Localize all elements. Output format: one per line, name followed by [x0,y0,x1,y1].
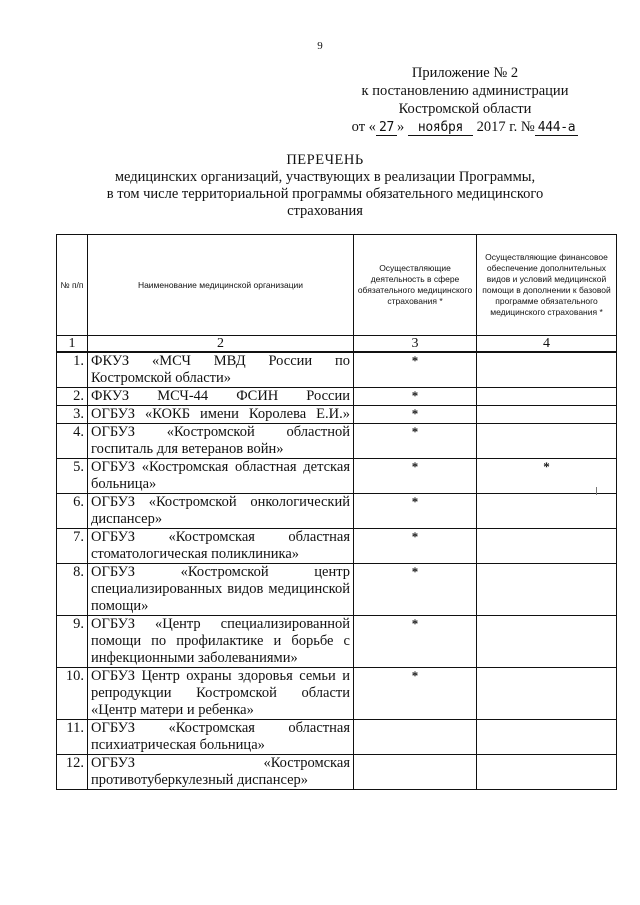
oms-marker-text: * [411,353,419,368]
organization-name-text: ОГБУЗ «Костромской онкологический диспансер» [91,494,350,527]
organization-name-text: ОГБУЗ Центр охраны здоровья семьи и репродукции Костромской области «Центр матери и ребенка» [91,668,350,718]
oms-marker [354,720,477,755]
table-row [57,529,617,564]
organization-name [88,755,354,790]
oms-marker [354,755,477,790]
oms-marker-text: * [411,494,419,509]
oms-marker-text: * [411,424,419,439]
organization-name [88,616,354,668]
row-number-text: 4. [73,424,84,440]
row-number [57,668,88,720]
organization-name [88,564,354,616]
organization-name-text: ОГБУЗ «Костромской областной госпиталь для ветеранов войн» [91,424,350,457]
organization-name [88,720,354,755]
organization-name [88,388,354,406]
column-number: 2 [88,336,354,353]
table-row [57,755,617,790]
extra-marker [477,616,617,668]
organization-name-text: ФКУЗ МСЧ-44 ФСИН России [91,388,350,404]
oms-marker [354,494,477,529]
extra-marker [477,668,617,720]
oms-marker [354,616,477,668]
oms-marker-text: * [411,668,419,683]
header-num: № п/п [57,235,88,336]
decree-number: 444-а [535,120,579,136]
oms-marker [354,388,477,406]
oms-marker-text: * [411,388,419,403]
oms-marker-text: * [411,564,419,579]
date-mid: » [397,119,405,135]
organization-name-text: ОГБУЗ «Костромская областная детская больница» [91,459,350,492]
extra-marker [477,352,617,388]
table-header-row [57,235,617,336]
extra-marker [477,564,617,616]
title-line-1: медицинских организаций, участвующих в реализации Программы, [114,169,536,185]
row-number [57,352,88,388]
table-row [57,564,617,616]
extra-marker [477,406,617,424]
row-number [57,459,88,494]
row-number-text: 11. [66,720,84,736]
organization-name-text: ОГБУЗ «Костромская противотуберкулезный диспансер» [91,755,350,788]
document-title [90,152,560,220]
organization-name [88,459,354,494]
page-number: 9 [317,40,323,52]
date-prefix: от « [351,119,376,135]
organization-name-text: ОГБУЗ «Костромская областная психиатрическая больница» [91,720,350,753]
column-number: 4 [477,336,617,353]
organization-name-text: ОГБУЗ «Костромской центр специализированных видов медицинской помощи» [91,564,350,614]
row-number [57,616,88,668]
row-number [57,720,88,755]
title-line-3: страхования [287,203,363,219]
extra-marker-text: * [543,459,550,474]
header-extra: Осуществляющие финансовое обеспечение дополнительных видов и условий медицинской помощи в дополнении к базовой программе обязательного медицинского страхования * [477,235,617,336]
organization-name-text: ОГБУЗ «Центр специализированной помощи по профилактике и борьбе с инфекционными заболеваниями» [91,616,350,666]
scan-mark [596,487,597,495]
organizations-table [56,234,617,790]
oms-marker [354,529,477,564]
column-number: 3 [354,336,477,353]
oms-marker-text: * [411,406,419,421]
row-number-text: 12. [65,755,84,771]
oms-marker [354,564,477,616]
organization-name [88,529,354,564]
appendix-line-2: к постановлению администрации [361,83,569,99]
table-row [57,406,617,424]
row-number-text: 3. [73,406,84,422]
extra-marker [477,388,617,406]
table-row [57,668,617,720]
organization-name [88,668,354,720]
organization-name-text: ФКУЗ «МСЧ МВД России по Костромской области» [91,353,350,386]
oms-marker [354,352,477,388]
row-number-text: 10. [65,668,84,684]
header-name: Наименование медицинской организации [88,235,354,336]
table-row [57,424,617,459]
extra-marker [477,424,617,459]
appendix-block [330,64,600,137]
table-row [57,720,617,755]
organization-name-text: ОГБУЗ «Костромская областная стоматологическая поликлиника» [91,529,350,562]
row-number [57,564,88,616]
date-month: ноября [408,120,473,136]
row-number-text: 2. [73,388,84,404]
header-oms: Осуществляющие деятельность в сфере обязательного медицинского страхования * [354,235,477,336]
row-number [57,494,88,529]
oms-marker-text: * [411,459,419,474]
table-row [57,459,617,494]
date-year: 2017 г. № [476,119,535,135]
row-number [57,388,88,406]
row-number-text: 5. [73,459,84,475]
table-row [57,494,617,529]
row-number [57,755,88,790]
appendix-date-line [330,118,600,137]
title-heading: ПЕРЕЧЕНЬ [286,152,364,168]
table-row [57,352,617,388]
row-number [57,424,88,459]
row-number-text: 6. [73,494,84,510]
row-number-text: 8. [73,564,84,580]
organization-name [88,352,354,388]
organization-name [88,424,354,459]
oms-marker [354,668,477,720]
organization-name [88,494,354,529]
appendix-line-1: Приложение № 2 [411,65,519,81]
extra-marker [477,755,617,790]
column-number: 1 [57,336,88,353]
date-day: 27 [376,120,397,136]
oms-marker [354,459,477,494]
column-numbers-row [57,336,617,353]
row-number-text: 7. [73,529,84,545]
oms-marker [354,424,477,459]
title-line-2: в том числе территориальной программы обязательного медицинского [106,186,544,202]
appendix-line-3: Костромской области [398,101,532,117]
row-number-text: 9. [73,616,84,632]
extra-marker [477,529,617,564]
extra-marker [477,720,617,755]
oms-marker [354,406,477,424]
oms-marker-text: * [411,529,419,544]
table-row [57,616,617,668]
row-number [57,406,88,424]
table-row [57,388,617,406]
organization-name-text: ОГБУЗ «КОКБ имени Королева Е.И.» [91,406,350,422]
row-number-text: 1. [73,353,84,369]
extra-marker [477,494,617,529]
oms-marker-text: * [411,616,419,631]
row-number [57,529,88,564]
organization-name [88,406,354,424]
